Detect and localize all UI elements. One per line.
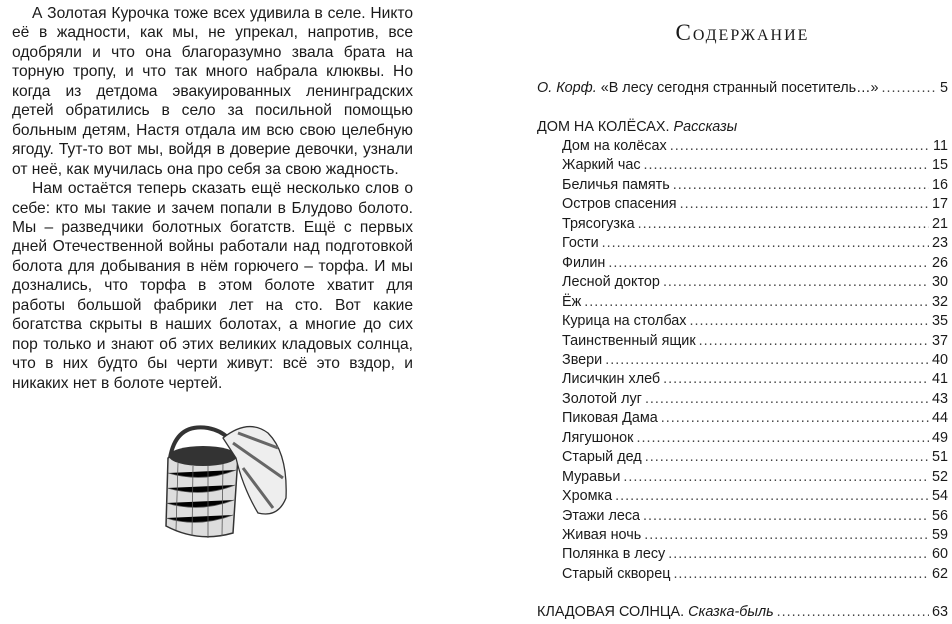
toc-item-title: Лисичкин хлеб [562, 371, 661, 388]
toc-item-title: Полянка в лесу [562, 546, 666, 563]
toc-item[interactable] [562, 469, 948, 488]
leader-dots [668, 546, 929, 562]
leader-dots [638, 216, 929, 232]
page-number: 30 [931, 274, 948, 291]
leader-dots [673, 177, 929, 193]
section-subtitle: Рассказы [673, 119, 738, 135]
toc-title: Содержание [675, 20, 810, 45]
toc-item[interactable] [562, 235, 948, 254]
leader-dots [663, 371, 929, 387]
leader-dots [645, 391, 929, 407]
page-number: 15 [931, 157, 948, 174]
toc-item-title: Остров спасения [562, 196, 677, 213]
toc-item-title: Старый дед [562, 449, 642, 466]
toc-item[interactable] [562, 138, 948, 157]
toc-section2[interactable] [537, 604, 948, 623]
toc-item-title: Хромка [562, 488, 613, 505]
toc-item-title: Живая ночь [562, 527, 642, 543]
page-number: 54 [931, 488, 948, 505]
paragraph: Нам остаётся теперь сказать ещё несколько слов о себе: кто мы такие и зачем попали в Блудово болото. Мы – разведчики болотных богатств. Ещё с первых дней Отечественной войны работали над подготовкой болота для добывания в нём горючего – торфа. И мы дознались, что торфа в этом болоте хватит для работы большой фабрики лет на сто. Вот какие богатства скрыты в наших болотах, а многие до сих пор только и знают об этих великих кладовых солнца, что в них будто бы черти живут: всё это вздор, и никаких нет в болоте чертей. [12, 180, 413, 392]
toc-intro-author: О. Корф. [537, 80, 597, 96]
leader-dots [623, 469, 929, 485]
page-number: 11 [933, 138, 948, 154]
toc-item-title: Лесной доктор [562, 274, 660, 291]
page-number: 59 [931, 527, 948, 543]
toc-item[interactable] [562, 216, 948, 235]
leader-dots [605, 352, 929, 368]
basket-illustration [148, 418, 298, 548]
leader-dots [602, 235, 929, 251]
toc-item[interactable] [562, 527, 948, 546]
page-number: 21 [931, 215, 948, 232]
page-number: 26 [931, 254, 948, 271]
toc-item[interactable] [562, 333, 948, 352]
toc-item-title: Лягушонок [562, 429, 634, 446]
leader-dots [680, 196, 929, 212]
toc-item-title: Дом на колёсах [562, 138, 667, 154]
toc-item[interactable] [562, 488, 948, 507]
page-number: 60 [931, 546, 948, 563]
leader-dots [584, 294, 929, 310]
toc-item-title: Пиковая Дама [562, 410, 658, 427]
leader-dots [636, 430, 929, 446]
toc-item[interactable] [562, 196, 948, 215]
toc-item[interactable] [562, 430, 948, 449]
toc-item[interactable] [562, 508, 948, 527]
page-number: 17 [931, 196, 948, 213]
leader-dots [699, 333, 929, 349]
toc-item[interactable] [562, 274, 948, 293]
page-number: 43 [931, 390, 948, 407]
toc-item-title: Этажи леса [562, 507, 641, 524]
leader-dots [644, 527, 929, 543]
toc-item[interactable] [562, 371, 948, 390]
toc-item[interactable] [562, 177, 948, 196]
leader-dots [663, 274, 929, 290]
leader-dots [608, 255, 929, 271]
toc-item[interactable] [562, 391, 948, 410]
toc-section-heading [537, 119, 948, 138]
toc-item[interactable] [562, 313, 948, 332]
leader-dots [645, 449, 929, 465]
leader-dots [673, 566, 929, 582]
page-number: 5 [939, 80, 948, 96]
leader-dots [644, 157, 929, 173]
section-title: ДОМ НА КОЛЁСАХ. [537, 119, 670, 135]
leader-dots [670, 138, 930, 154]
section-title: КЛАДОВАЯ СОЛНЦА. [537, 604, 685, 620]
toc-item-title: Звери [562, 351, 603, 368]
page-number: 32 [931, 293, 948, 310]
toc-item[interactable] [562, 352, 948, 371]
toc-item[interactable] [562, 410, 948, 429]
leader-dots [615, 488, 929, 504]
toc-item[interactable] [562, 157, 948, 176]
page-number: 35 [931, 313, 948, 330]
leader-dots [882, 80, 937, 96]
toc-item-title: Гости [562, 235, 599, 252]
page-number: 62 [931, 565, 948, 582]
page-number: 51 [931, 449, 948, 466]
toc-item-title: Филин [562, 254, 606, 271]
toc-item-title: Таинственный ящик [562, 332, 696, 349]
toc-item-title: Курица на столбах [562, 313, 687, 330]
section-subtitle: Сказка-быль [688, 604, 774, 620]
leader-dots [661, 410, 929, 426]
toc-item-title: Беличья память [562, 176, 670, 193]
leader-dots [777, 604, 929, 620]
page-number: 16 [931, 176, 948, 193]
toc-item[interactable] [562, 566, 948, 585]
toc-item[interactable] [562, 294, 948, 313]
page-number: 56 [931, 507, 948, 524]
page-number: 40 [931, 351, 948, 368]
toc-item-title: Жаркий час [562, 157, 641, 174]
toc-item-title: Золотой луг [562, 390, 642, 407]
page-number: 41 [931, 371, 948, 388]
toc-intro-title: «В лесу сегодня странный посетитель…» [600, 80, 879, 96]
toc-item[interactable] [562, 449, 948, 468]
toc-item-title: Ёж [562, 293, 582, 310]
page-number: 49 [931, 429, 948, 446]
page-number: 37 [931, 332, 948, 349]
toc-item-title: Старый скворец [562, 565, 671, 582]
page-number: 44 [931, 410, 948, 427]
leader-dots [689, 313, 929, 329]
story-text [12, 4, 413, 393]
toc-item-title: Муравьи [562, 468, 621, 485]
page-number: 63 [931, 604, 948, 620]
page-number: 23 [931, 235, 948, 252]
leader-dots [643, 508, 929, 524]
toc-item-title: Трясогузка [562, 215, 635, 232]
page-number: 52 [931, 468, 948, 485]
toc-intro[interactable] [537, 80, 948, 99]
toc-item[interactable] [562, 255, 948, 274]
toc-item[interactable] [562, 546, 948, 565]
paragraph: А Золотая Курочка тоже всех удивила в селе. Никто её в жадности, как мы, не упрекал, напротив, все одобряли и что она благоразумно звала брата на торную тропу, и что так много набрала клюквы. Но когда из детдома эвакуированных ленинградских детей обратились в село за посильной помощью больным детям, Настя отдала им всю свою целебную ягоду. Тут-то вот мы, войдя в доверие девочки, узнали от неё, как мучилась она про себя за свою жадность. [12, 5, 413, 178]
